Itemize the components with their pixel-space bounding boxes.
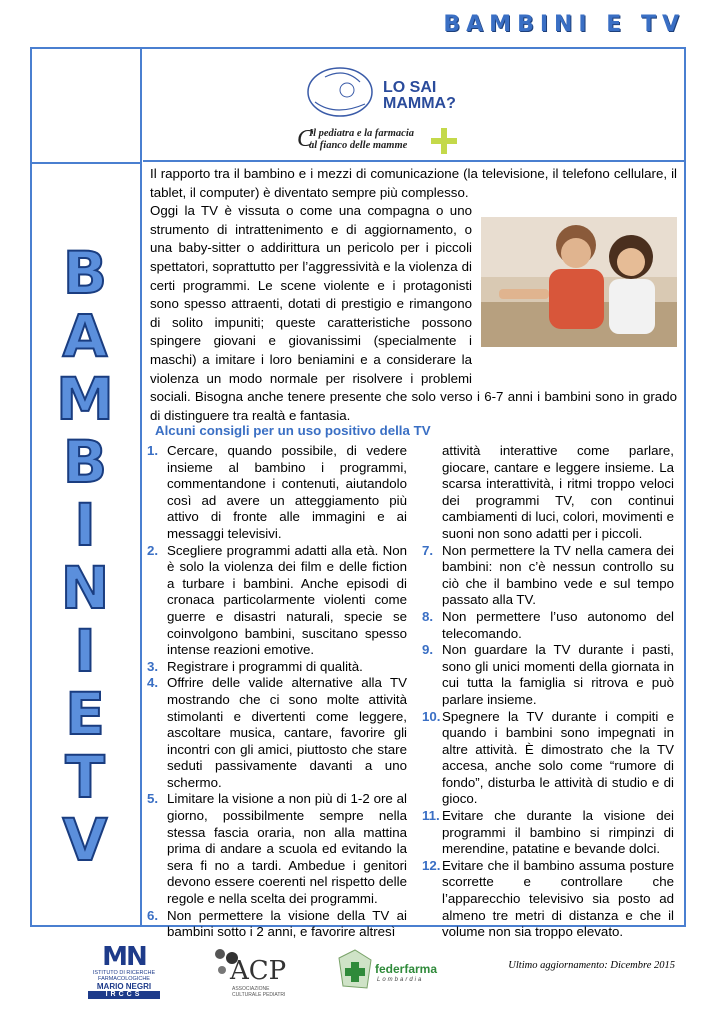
consiglio-text: Evitare che il bambino assuma posture scorrette e controllare che l’apparecchio televisivo sia posto ad almeno tre metri di distanza e che il volume non sia troppo elevato. [442, 857, 674, 940]
consiglio-text: Offrire delle valide alternative alla TV mostrando che ci sono molte attività stimolanti e divertenti come leggere, ascoltare musica, cantare, favorire gli incontri con gli amici, piuttosto che stare seduti passivamente davanti a uno schermo. [167, 675, 407, 790]
vertical-letter: B [62, 428, 108, 496]
vertical-letter: A [62, 302, 108, 370]
consiglio-item [147, 543, 407, 659]
consiglio-text: attività interattive come parlare, giocare, cantare e leggere insieme. La scarsa interattività, i ritmi troppo veloci dei programmi TV, con continui cambiamenti di luci, colori, movimenti e suoni non sono adatti per i piccoli. [442, 443, 674, 541]
consiglio-text: Non permettere la TV nella camera dei bambini: non c’è nessun controllo su ciò che il bambino vede e sul tempo passato alla TV. [442, 542, 674, 608]
vertical-letter: M [56, 365, 114, 433]
consiglio-text: Non permettere la visione della TV ai bambini sotto i 2 anni, e favorire altresì [167, 907, 407, 940]
consigli-right-column [422, 443, 674, 941]
photo-float-spacer [472, 202, 677, 387]
consiglio-item [422, 642, 674, 708]
vertical-letter: I [74, 617, 96, 685]
side-header-cell [30, 47, 140, 164]
consiglio-item [147, 791, 407, 907]
consiglio-text: Cercare, quando possibile, di vedere insieme al bambino i programmi, commentandone i contenuti, aiutandolo così ad avere un atteggiamento più attivo di fronte alle immagini e ai messaggi televisivi. [167, 443, 407, 541]
consigli-left-column [147, 443, 407, 941]
intro-paragraph: Il rapporto tra il bambino e i mezzi di comunicazione (la televisione, il telefono cellulare, il tablet, il computer) è diventato sempre più complesso. [150, 166, 677, 200]
consiglio-number: 9. [422, 642, 434, 658]
consiglio-item [422, 543, 674, 609]
consiglio-number: 4. [147, 675, 159, 691]
consiglio-number: 7. [422, 542, 434, 558]
consiglio-item [147, 659, 407, 676]
footer-logos [0, 930, 725, 1024]
side-column [30, 47, 142, 927]
vertical-letter: V [62, 806, 108, 874]
consiglio-number: 12. [422, 857, 441, 873]
vertical-letter: I [74, 491, 96, 559]
consiglio-text: Scegliere programmi adatti alla età. Non è solo la violenza dei film e delle fiction a turbare i bambini. Anche episodi di cronaca particolarmente violenti come guerre e disastri naturali, specie se coinvolgono bambini, suscitano spesso intense reazioni emotive. [167, 542, 407, 658]
acp-logo: ACP ASSOCIAZIONE CULTURALE PEDIATRI [208, 940, 308, 1000]
page-title: BAMBINI E TV [443, 12, 685, 37]
vertical-letter: N [60, 554, 110, 622]
intro-text [150, 165, 677, 425]
consigli-heading: Alcuni consigli per un uso positivo della TV [155, 423, 431, 438]
consiglio-text: Non guardare la TV durante i pasti, sono gli unici momenti della giornata in cui tutta la famiglia si ritrova e può parlare insieme. [442, 642, 674, 707]
consiglio-text: Non permettere l’uso autonomo del telecomando. [442, 608, 674, 641]
consiglio-number: 11. [422, 808, 440, 824]
consiglio-text: Evitare che durante la visione dei programmi il bambino si rimpinzi di merendine, patatine e bevande dolci. [442, 808, 674, 857]
consiglio-item [422, 858, 674, 941]
last-update-note: Ultimo aggiornamento: Dicembre 2015 [508, 960, 675, 971]
consiglio-item [147, 675, 407, 791]
mario-negri-logo: MN ISTITUTO DI RICERCHE FARMACOLOGICHE MARIO NEGRI IRCCS [88, 944, 160, 999]
vertical-title [30, 239, 140, 874]
consiglio-item [422, 808, 674, 858]
consiglio-number: 10. [422, 708, 441, 724]
lo-sai-mamma-logo [295, 62, 465, 157]
intro-paragraph-text: Oggi la TV è vissuta o come una compagna o uno strumento di intrattenimento e di aggiornamento, o una baby-sitter o addirittura un pericolo per i piccoli spettatori, soprattutto per l’aggressività e la violenza di certi programmi. Le scene violente e i protagonisti sono spesso attraenti, dotati di prestigio e rimangono di solito impuniti; queste caratteristiche possono spingere giovani e giovanissimi (specialmente i maschi) a imitare i loro beniamini e a considerare la violenza un modo normale per risolvere i problemi sociali. Bisogna anche tenere presente che solo verso i 6-7 anni i bambini sono in grado di distinguere tra realtà e fantasia. [150, 203, 677, 423]
intro-paragraph [150, 202, 677, 425]
consiglio-item [147, 443, 407, 543]
federfarma-cross-icon [335, 948, 375, 992]
logo-title: LO SAI MAMMA? [383, 79, 456, 112]
consiglio-item [422, 609, 674, 642]
consiglio-number: 6. [147, 907, 159, 923]
consiglio-number: 5. [147, 791, 159, 807]
vertical-letter: T [65, 743, 105, 811]
federfarma-logo: federfarma Lombardia [335, 948, 435, 998]
vertical-letter: B [62, 239, 108, 307]
consiglio-number: 8. [422, 608, 434, 624]
vertical-letter: E [65, 680, 105, 748]
consiglio-item [422, 709, 674, 809]
consiglio-number: 3. [147, 658, 159, 674]
consiglio-number: 2. [147, 542, 159, 558]
consiglio-text: Spegnere la TV durante i compiti e quando i bambini sono impegnati in altre attività. È dimostrato che la TV accesa, anche solo come “rumore di fondo”, disturba le attività di studio e di gioco. [442, 708, 674, 807]
consiglio-text: Limitare la visione a non più di 1-2 ore al giorno, possibilmente sempre nella stessa fascia oraria, non alla mattina prima di andare a scuola ed evitando la sera fi no a tardi. Ambedue i genitori devono essere coerenti nel rispetto delle regole e nella scelta dei programmi. [167, 791, 407, 907]
svg-text:C: C [297, 126, 314, 152]
consiglio-item [422, 443, 674, 543]
logo-subtitle: Il pediatra e la farmacia al fianco delle mamme [309, 128, 414, 151]
consiglio-text: Registrare i programmi di qualità. [167, 658, 363, 674]
consiglio-number: 1. [147, 443, 159, 458]
